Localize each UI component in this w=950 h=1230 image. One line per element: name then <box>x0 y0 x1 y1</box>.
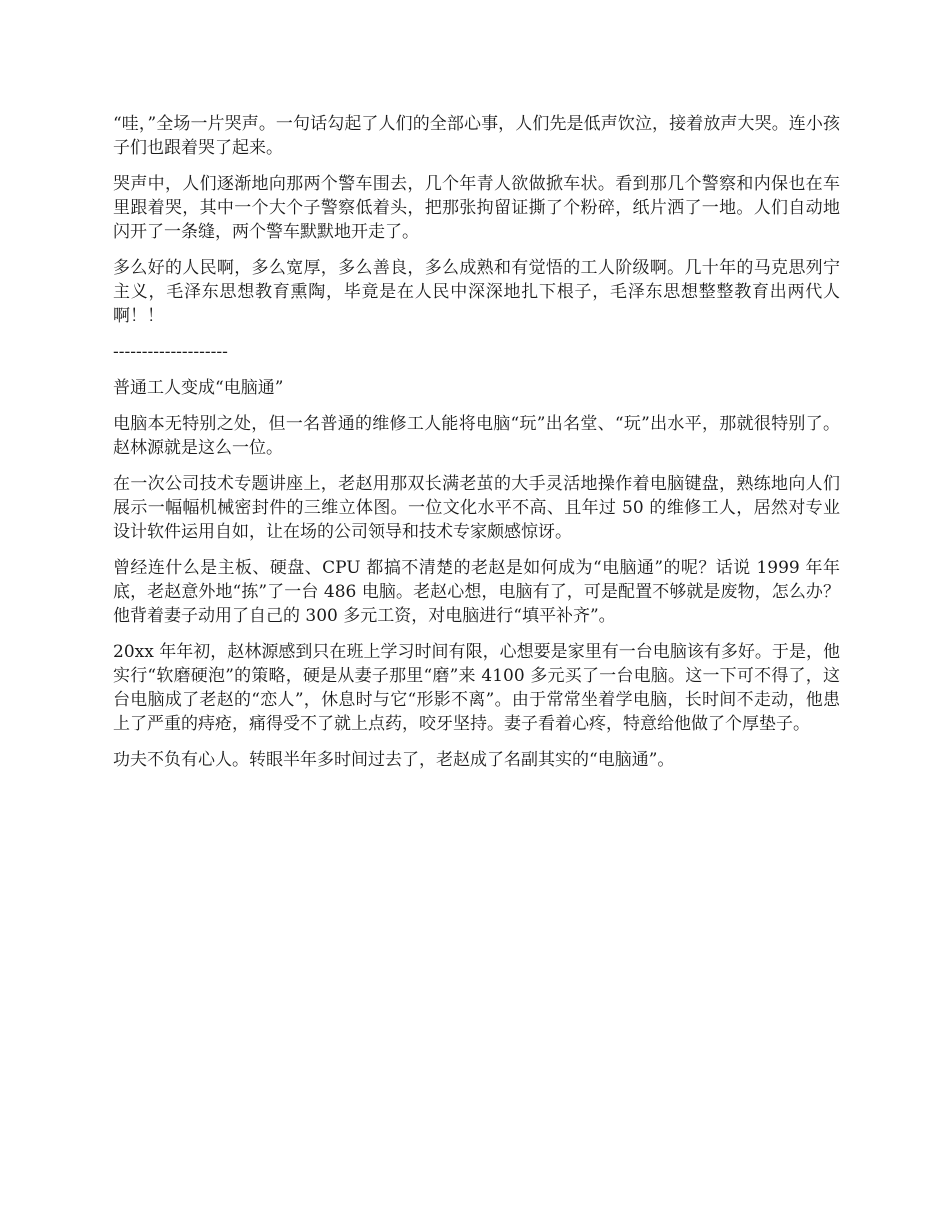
paragraph: 多么好的人民啊，多么宽厚，多么善良，多么成熟和有觉悟的工人阶级啊。几十年的马克思列宁主义，毛泽东思想教育熏陶，毕竟是在人民中深深地扎下根子，毛泽东思想整整教育出两代人啊！！ <box>113 258 840 326</box>
paragraph: 在一次公司技术专题讲座上，老赵用那双长满老茧的大手灵活地操作着电脑键盘，熟练地向人们展示一幅幅机械密封件的三维立体图。一位文化水平不高、且年过 50 的维修工人，居然对专业设计软件运用自如，让在场的公司领导和技术专家颇感惊讶。 <box>113 474 840 542</box>
paragraph: “哇，”全场一片哭声。一句话勾起了人们的全部心事，人们先是低声饮泣，接着放声大哭。连小孩子们也跟着哭了起来。 <box>113 114 840 158</box>
paragraph: 曾经连什么是主板、硬盘、CPU 都搞不清楚的老赵是如何成为“电脑通”的呢？话说 1999 年年底，老赵意外地“拣”了一台 486 电脑。老赵心想，电脑有了，可是配置不够就是废物，怎么办？他背着妻子动用了自己的 300 多元工资，对电脑进行“填平补齐”。 <box>113 558 840 626</box>
paragraph: 哭声中，人们逐渐地向那两个警车围去，几个年青人欲做掀车状。看到那几个警察和内保也在车里跟着哭，其中一个大个子警察低着头，把那张拘留证撕了个粉碎，纸片洒了一地。人们自动地闪开了一条缝，两个警车默默地开走了。 <box>113 174 840 242</box>
paragraph: 功夫不负有心人。转眼半年多时间过去了，老赵成了名副其实的“电脑通”。 <box>113 750 675 770</box>
section-separator: -------------------- <box>113 342 228 362</box>
paragraph: 电脑本无特别之处，但一名普通的维修工人能将电脑“玩”出名堂、“玩”出水平，那就很特别了。赵林源就是这么一位。 <box>113 414 840 458</box>
paragraph: 20xx 年年初，赵林源感到只在班上学习时间有限，心想要是家里有一台电脑该有多好。于是，他实行“软磨硬泡”的策略，硬是从妻子那里“磨”来 4100 多元买了一台电脑。这一下可不得了，这台电脑成了老赵的“恋人”，休息时与它“形影不离”。由于常常坐着学电脑，长时间不走动，他患上了严重的痔疮，痛得受不了就上点药，咬牙坚持。妻子看着心疼，特意给他做了个厚垫子。 <box>113 642 840 734</box>
section-heading: 普通工人变成“电脑通” <box>113 378 284 398</box>
document-body <box>113 112 840 784</box>
